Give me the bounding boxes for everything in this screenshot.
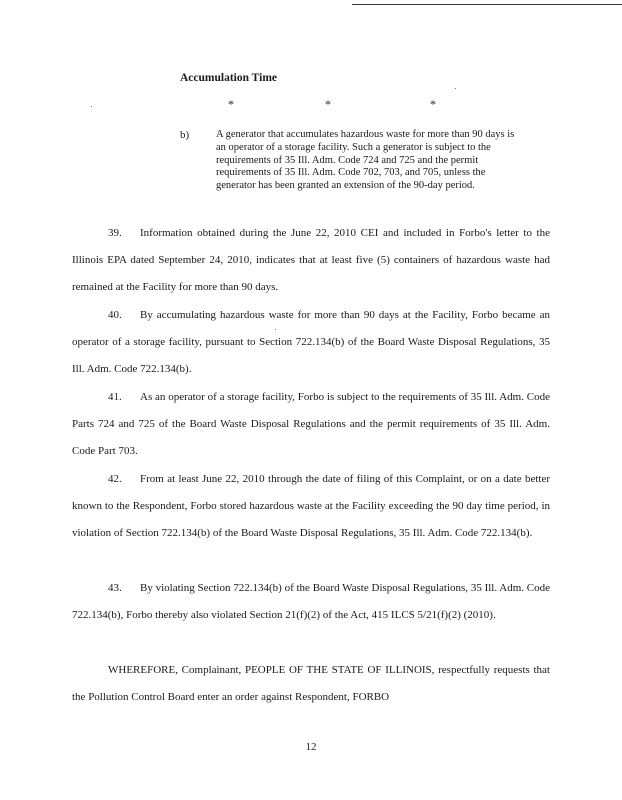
- page-number: 12: [305, 741, 317, 753]
- paragraph-number: 42.: [108, 473, 122, 485]
- scan-speck: [455, 88, 456, 89]
- paragraph-number: 40.: [108, 309, 122, 321]
- paragraph-41: [72, 384, 550, 465]
- paragraph-text: From at least June 22, 2010 through the date of filing of this Complaint, or on a date better known to the Respondent, Forbo stored hazardous waste at the Facility exceeding the 90 day time period, in violation of Section 722.134(b) of the Board Waste Disposal Regulations, 35 Ill. Adm. Code 722.134(b).: [72, 473, 550, 539]
- paragraph-text: As an operator of a storage facility, Forbo is subject to the requirements of 35 Ill. Adm. Code Parts 724 and 725 of the Board Waste Disposal Regulations and the permit requirements of 35 Ill. Adm. Code Part 703.: [72, 391, 550, 457]
- quoted-item-text: A generator that accumulates hazardous waste for more than 90 days is an operator of a storage facility. Such a generator is subject to the requirements of 35 Ill. Adm. Code 724 and 725 and the permit requirements of 35 Ill. Adm. Code 702, 703, and 705, unless the generator has been granted an extension of the 90-day period.: [216, 129, 515, 192]
- paragraph-40: [72, 302, 550, 383]
- wherefore-paragraph: [72, 657, 550, 711]
- quoted-item-label: b): [180, 129, 190, 141]
- paragraph-text: By accumulating hazardous waste for more than 90 days at the Facility, Forbo became an operator of a storage facility, pursuant to Section 722.134(b) of the Board Waste Disposal Regulations, 35 Ill. Adm. Code 722.134(b).: [72, 309, 550, 375]
- paragraph-39: [72, 220, 550, 301]
- paragraph-43: [72, 575, 550, 629]
- paragraph-42: [72, 466, 550, 547]
- section-heading: Accumulation Time: [180, 72, 278, 84]
- wherefore-text: WHEREFORE, Complainant, PEOPLE OF THE STATE OF ILLINOIS, respectfully requests that the Pollution Control Board enter an order against Respondent, FORBO: [72, 664, 550, 703]
- ellipsis-mark-1: *: [228, 97, 234, 111]
- paragraph-text: Information obtained during the June 22, 2010 CEI and included in Forbo's letter to the Illinois EPA dated September 24, 2010, indicates that at least five (5) containers of hazardous waste had remained at the Facility for more than 90 days.: [72, 227, 550, 293]
- paragraph-number: 39.: [108, 227, 122, 239]
- scan-speck: [91, 106, 92, 107]
- paragraph-number: 43.: [108, 582, 122, 594]
- ellipsis-mark-2: *: [325, 97, 331, 111]
- paragraph-number: 41.: [108, 391, 122, 403]
- scan-speck: [275, 329, 276, 330]
- top-rule: [352, 4, 622, 5]
- ellipsis-mark-3: *: [430, 97, 436, 111]
- paragraph-text: By violating Section 722.134(b) of the Board Waste Disposal Regulations, 35 Ill. Adm. Code 722.134(b), Forbo thereby also violated Section 21(f)(2) of the Act, 415 ILCS 5/21(f)(2) (2010).: [72, 582, 550, 621]
